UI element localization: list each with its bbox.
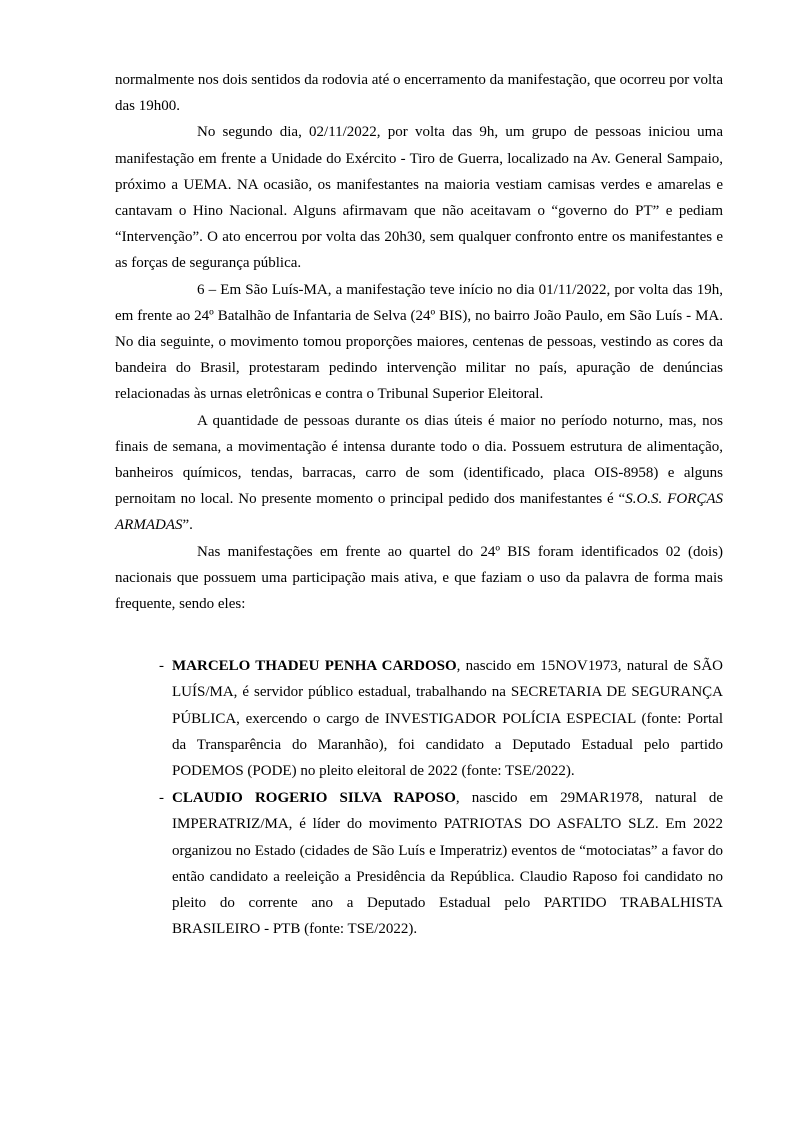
paragraph-crowd-description — [115, 408, 723, 539]
paragraph-second-day: No segundo dia, 02/11/2022, por volta das 9h, um grupo de pessoas iniciou uma manifestação em frente a Unidade do Exército - Tiro de Guerra, localizado na Av. General Sampaio, próximo a UEMA. NA ocasião, os manifestantes na maioria vestiam camisas verdes e amarelas e cantavam o Hino Nacional. Alguns afirmavam que não aceitavam o “governo do PT” e pediam “Intervenção”. O ato encerrou por volta das 20h30, sem qualquer confronto entre os manifestantes e as forças de segurança pública. — [115, 124, 723, 272]
persons-list — [115, 653, 723, 942]
paragraph-crowd-end: ”. — [182, 517, 193, 534]
paragraph-continuation: normalmente nos dois sentidos da rodovia até o encerramento da manifestação, que ocorreu por volta das 19h00. — [115, 72, 723, 115]
section-spacer — [115, 617, 723, 653]
person-description: , nascido em 29MAR1978, natural de IMPERATRIZ/MA, é líder do movimento PATRIOTAS DO ASFALTO SLZ. Em 2022 organizou no Estado (cidades de São Luís e Imperatriz) eventos de “motociatas” a favor do então candidato a reeleição a Presidência da República. Claudio Raposo foi candidato no pleito do corrente ano a Deputado Estadual pelo PARTIDO TRABALHISTA BRASILEIRO - PTB (fonte: TSE/2022). — [172, 790, 723, 938]
person-item-claudio — [115, 785, 723, 942]
person-description: , nascido em 15NOV1973, natural de SÃO LUÍS/MA, é servidor público estadual, trabalhando na SECRETARIA DE SEGURANÇA PÚBLICA, exercendo o cargo de INVESTIGADOR POLÍCIA ESPECIAL (fonte: Portal da Transparência do Maranhão), foi candidato a Deputado Estadual pelo partido PODEMOS (PODE) no pleito eleitoral de 2022 (fonte: TSE/2022). — [172, 658, 723, 780]
list-bullet: - — [159, 658, 164, 675]
list-bullet: - — [159, 790, 164, 807]
person-name: MARCELO THADEU PENHA CARDOSO — [172, 658, 457, 675]
paragraph-identified-persons: Nas manifestações em frente ao quartel do 24º BIS foram identificados 02 (dois) nacionais que possuem uma participação mais ativa, e que faziam o uso da palavra de forma mais frequente, sendo eles: — [115, 543, 723, 613]
person-item-marcelo — [115, 653, 723, 784]
paragraph-crowd-text: A quantidade de pessoas durante os dias úteis é maior no período noturno, mas, nos finais de semana, a movimentação é intensa durante todo o dia. Possuem estrutura de alimentação, banheiros químicos, tendas, barracas, carro de som (identificado, placa OIS-8958) e alguns pernoitam no local. No presente momento o principal pedido dos manifestantes é “ — [115, 412, 723, 508]
main-demand-text: S.O.S. FORÇAS ARMADAS — [115, 491, 723, 534]
paragraph-sao-luis: 6 – Em São Luís-MA, a manifestação teve início no dia 01/11/2022, por volta das 19h, em frente ao 24º Batalhão de Infantaria de Selva (24º BIS), no bairro João Paulo, em São Luís - MA. No dia seguinte, o movimento tomou proporções maiores, centenas de pessoas, vestindo as cores da bandeira do Brasil, protestaram pedindo intervenção militar no país, apuração de denúncias relacionadas às urnas eletrônicas e contra o Tribunal Superior Eleitoral. — [115, 281, 723, 403]
document-page — [115, 67, 723, 944]
person-name: CLAUDIO ROGERIO SILVA RAPOSO — [172, 790, 456, 807]
